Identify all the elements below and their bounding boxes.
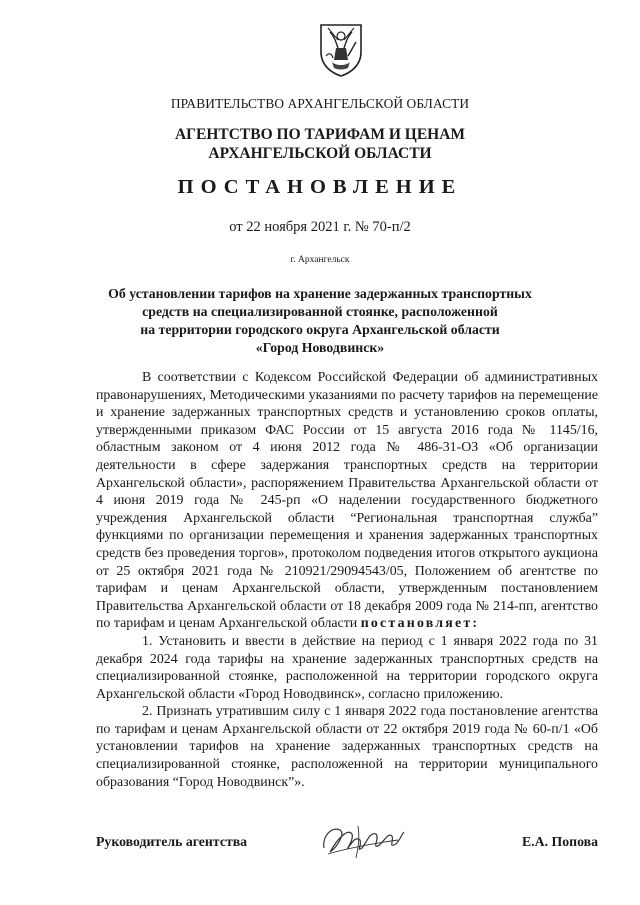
signatory-position: Руководитель агентства	[96, 834, 248, 849]
document-date-number: от 22 ноября 2021 г. № 70-п/2	[229, 219, 411, 235]
document-body	[96, 369, 598, 791]
subject-line4: «Город Новодвинск»	[255, 340, 385, 355]
agency-name	[0, 125, 640, 163]
subject-line1: Об установлении тарифов на хранение задержанных транспортных	[108, 286, 532, 301]
item-2-paragraph: 2. Признать утратившим силу с 1 января 2022 года постановление агентства по тарифам и ценам Архангельской области от 22 октября 2019 года № 60-п/1 «Об установлении тарифов на хранение задержанных транспортных средств на специализированной стоянке, расположенной на территории муниципального образования “Город Новодвинск”».	[96, 704, 598, 790]
government-name: ПРАВИТЕЛЬСТВО АРХАНГЕЛЬСКОЙ ОБЛАСТИ	[170, 96, 470, 111]
document-subject	[0, 285, 640, 357]
signatory-name: Е.А. Попова	[522, 834, 598, 849]
decree-word: постановляет:	[360, 616, 480, 632]
document-type: ПОСТАНОВЛЕНИЕ	[177, 176, 463, 198]
subject-line2: средств на специализированной стоянке, расположенной	[142, 304, 498, 319]
coat-of-arms-icon	[318, 22, 364, 78]
agency-name-line2: АРХАНГЕЛЬСКОЙ ОБЛАСТИ	[208, 145, 432, 162]
agency-name-line1: АГЕНТСТВО ПО ТАРИФАМ И ЦЕНАМ	[174, 126, 466, 143]
preamble-paragraph	[96, 369, 598, 633]
handwritten-signature-icon	[318, 818, 406, 862]
subject-line3: на территории городского округа Архангельской области	[140, 322, 500, 337]
document-city: г. Архангельск	[290, 255, 350, 265]
item-1-paragraph: 1. Установить и ввести в действие на период с 1 января 2022 года по 31 декабря 2024 года тарифы на хранение задержанных транспортных средств на специализированной стоянке, расположенной на территории городского округа Архангельской области «Город Новодвинск», согласно приложению.	[96, 633, 598, 702]
preamble-text: В соответствии с Кодексом Российской Федерации об административных правонарушениях, Методическими указаниями по расчету тарифов на перемещение и хранение задержанных транспортных средств и установлению сроков оплаты, утвержденными приказом ФАС России от 15 августа 2016 года № 1145/16, областным законом от 4 июня 2012 года № 486-31-ОЗ «Об организации деятельности в сфере задержания транспортных средств на территории Архангельской области», распоряжением Правительства Архангельской области от 4 июня 2019 года № 245-рп «О наделении государственного бюджетного учреждения Архангельской области “Региональная транспортная служба” функциями по организации перемещения и хранения задержанных транспортных средств без проведения торгов», протоколом подведения итогов открытого аукциона от 25 октября 2021 года № 210921/29094543/05, Положением об агентстве по тарифам и ценам Архангельской области, утвержденным постановлением Правительства Архангельской области от 18 декабря 2009 года № 214-пп, агентство по тарифам и ценам Архангельской области	[96, 370, 598, 632]
